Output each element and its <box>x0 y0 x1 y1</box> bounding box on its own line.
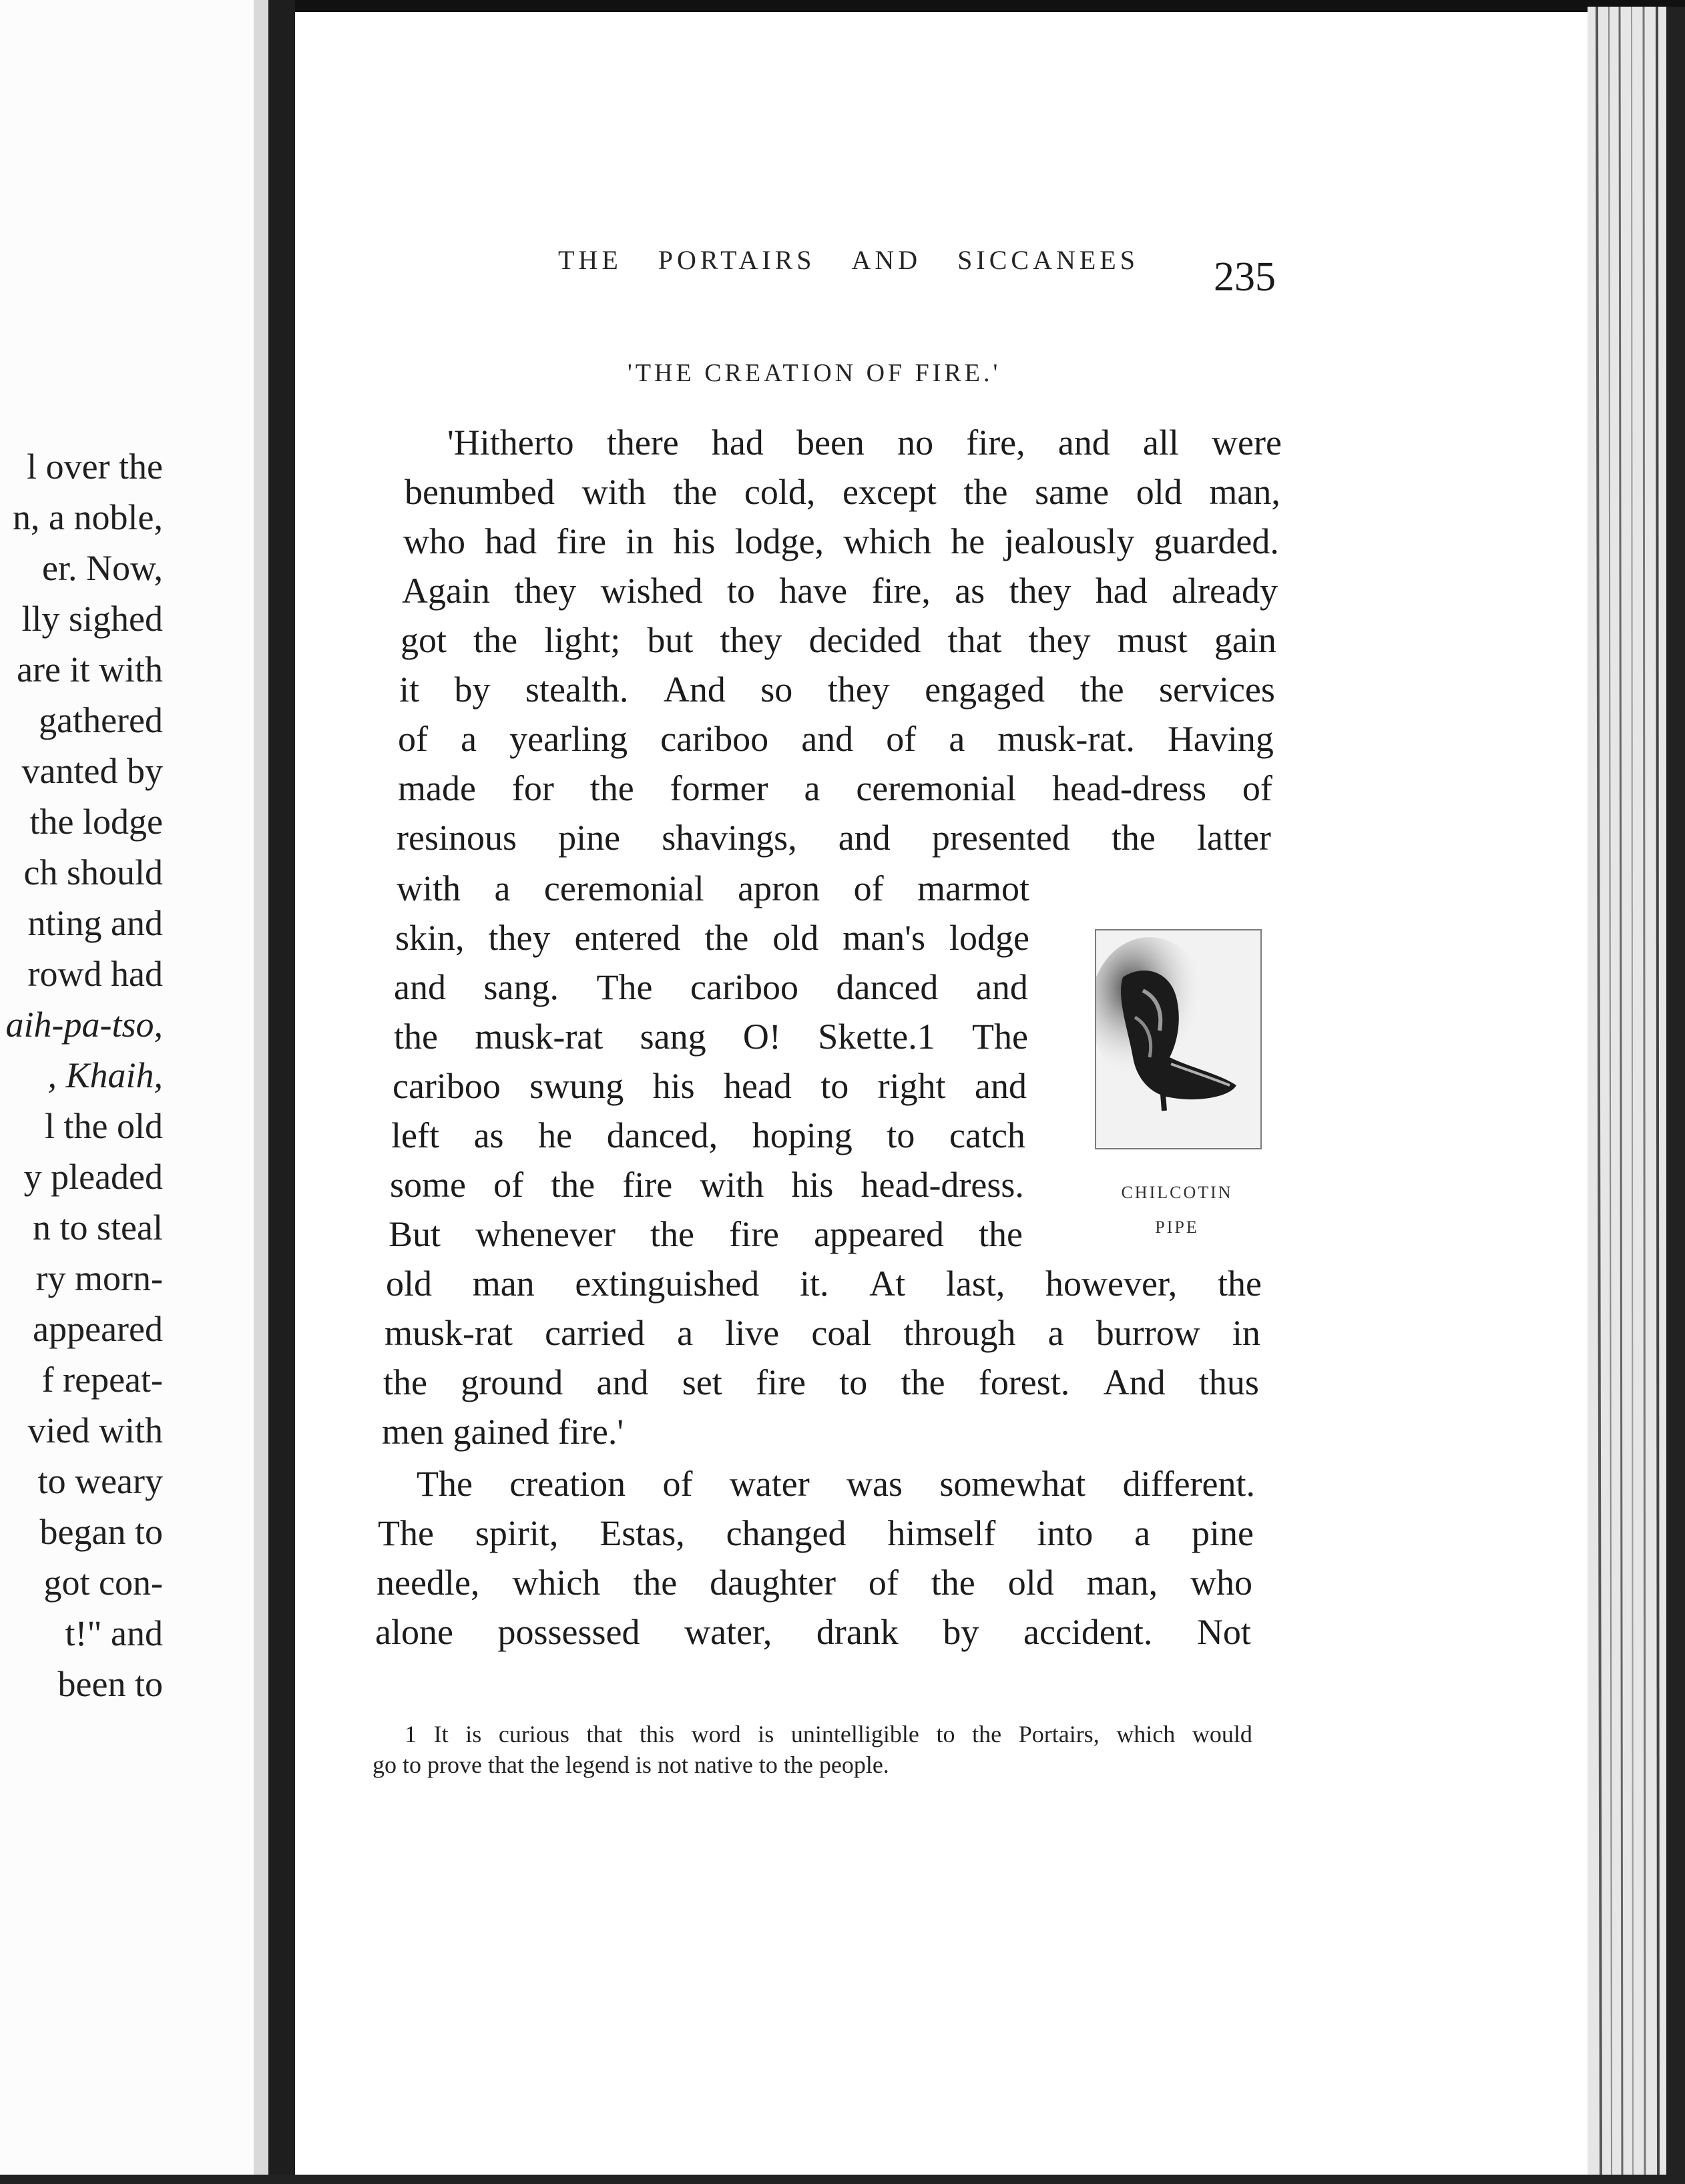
text-line: alone possessed water, drank by accident. Not <box>375 1612 1251 1652</box>
text-line: made for the former a ceremonial head-dress of <box>398 768 1272 808</box>
left-page-line: lly sighed <box>21 599 163 639</box>
text-line: of a yearling cariboo and of a musk-rat. Having <box>398 719 1274 759</box>
left-page-line: n to steal <box>33 1207 163 1248</box>
left-page-line: gathered <box>39 700 163 740</box>
figure-caption: CHILCOTIN <box>1121 1183 1233 1202</box>
left-page-line: got con- <box>43 1563 163 1603</box>
text-line: who had fire in his lodge, which he jealously guarded. <box>403 521 1279 561</box>
left-page-line: f repeat- <box>41 1360 163 1400</box>
text-line: some of the fire with his head-dress. <box>390 1165 1024 1205</box>
text-line: musk-rat carried a live coal through a burrow in <box>385 1313 1260 1353</box>
left-page-line: t!" and <box>65 1613 163 1653</box>
text-line: The creation of water was somewhat different. <box>417 1464 1255 1504</box>
text-line: the musk-rat sang O! Skette.1 The <box>394 1017 1028 1057</box>
text-line: old man extinguished it. At last, however, the <box>386 1264 1262 1304</box>
text-line: But whenever the fire appeared the <box>389 1214 1023 1254</box>
left-page-line: to weary <box>37 1461 163 1501</box>
footnote-line: 1 It is curious that this word is unintelligible to the Portairs, which would <box>405 1721 1252 1747</box>
left-page-line: been to <box>57 1664 163 1704</box>
left-page-line: n, a noble, <box>13 497 163 537</box>
left-page-line: nting and <box>27 903 163 943</box>
text-line: the ground and set fire to the forest. And thus <box>383 1362 1259 1402</box>
text-line: men gained fire.' <box>382 1412 624 1452</box>
left-page-line: er. Now, <box>42 548 163 588</box>
text-line: left as he danced, hoping to catch <box>391 1115 1025 1155</box>
text-line: resinous pine shavings, and presented the latter <box>397 818 1271 858</box>
left-page-line: , Khaih, <box>47 1055 163 1095</box>
text-line: cariboo swung his head to right and <box>393 1066 1027 1106</box>
text-line: 'Hitherto there had been no fire, and all were <box>447 423 1282 463</box>
running-head: THE PORTAIRS AND SICCANEES <box>558 245 1139 275</box>
pipe-illustration <box>1095 929 1262 1149</box>
figure-caption: PIPE <box>1155 1217 1199 1237</box>
footnote-line: go to prove that the legend is not native to the people. <box>373 1751 889 1778</box>
text-line: skin, they entered the old man's lodge <box>395 918 1029 958</box>
pipe-icon <box>1096 930 1260 1148</box>
left-page-line: vanted by <box>21 751 163 791</box>
text-line: needle, which the daughter of the old man, who <box>377 1563 1252 1603</box>
left-page-line: l the old <box>45 1106 163 1146</box>
left-page-line: ch should <box>23 852 163 892</box>
left-page-line: ry morn- <box>35 1258 163 1298</box>
left-page-line: began to <box>39 1512 163 1552</box>
left-page-line: rowd had <box>27 954 163 994</box>
left-page-line: l over the <box>27 447 163 487</box>
text-line: The spirit, Estas, changed himself into a pine <box>378 1513 1254 1553</box>
left-page-line: vied with <box>27 1410 163 1450</box>
text-line: benumbed with the cold, except the same old man, <box>405 472 1280 512</box>
left-page-line: are it with <box>17 649 163 690</box>
left-page-line: the lodge <box>29 802 163 842</box>
page-number: 235 <box>1214 254 1276 300</box>
text-line: Again they wished to have fire, as they had already <box>402 571 1278 611</box>
text-line: with a ceremonial apron of marmot <box>397 868 1029 908</box>
text-line: it by stealth. And so they engaged the services <box>399 669 1275 710</box>
section-title: 'THE CREATION OF FIRE.' <box>628 359 1001 387</box>
left-page-line: y pleaded <box>23 1157 163 1197</box>
text-line: got the light; but they decided that they must gain <box>401 620 1276 660</box>
left-page-line: aih-pa-tso, <box>5 1005 163 1045</box>
text-line: and sang. The cariboo danced and <box>394 967 1028 1007</box>
left-page-line: appeared <box>33 1309 163 1349</box>
